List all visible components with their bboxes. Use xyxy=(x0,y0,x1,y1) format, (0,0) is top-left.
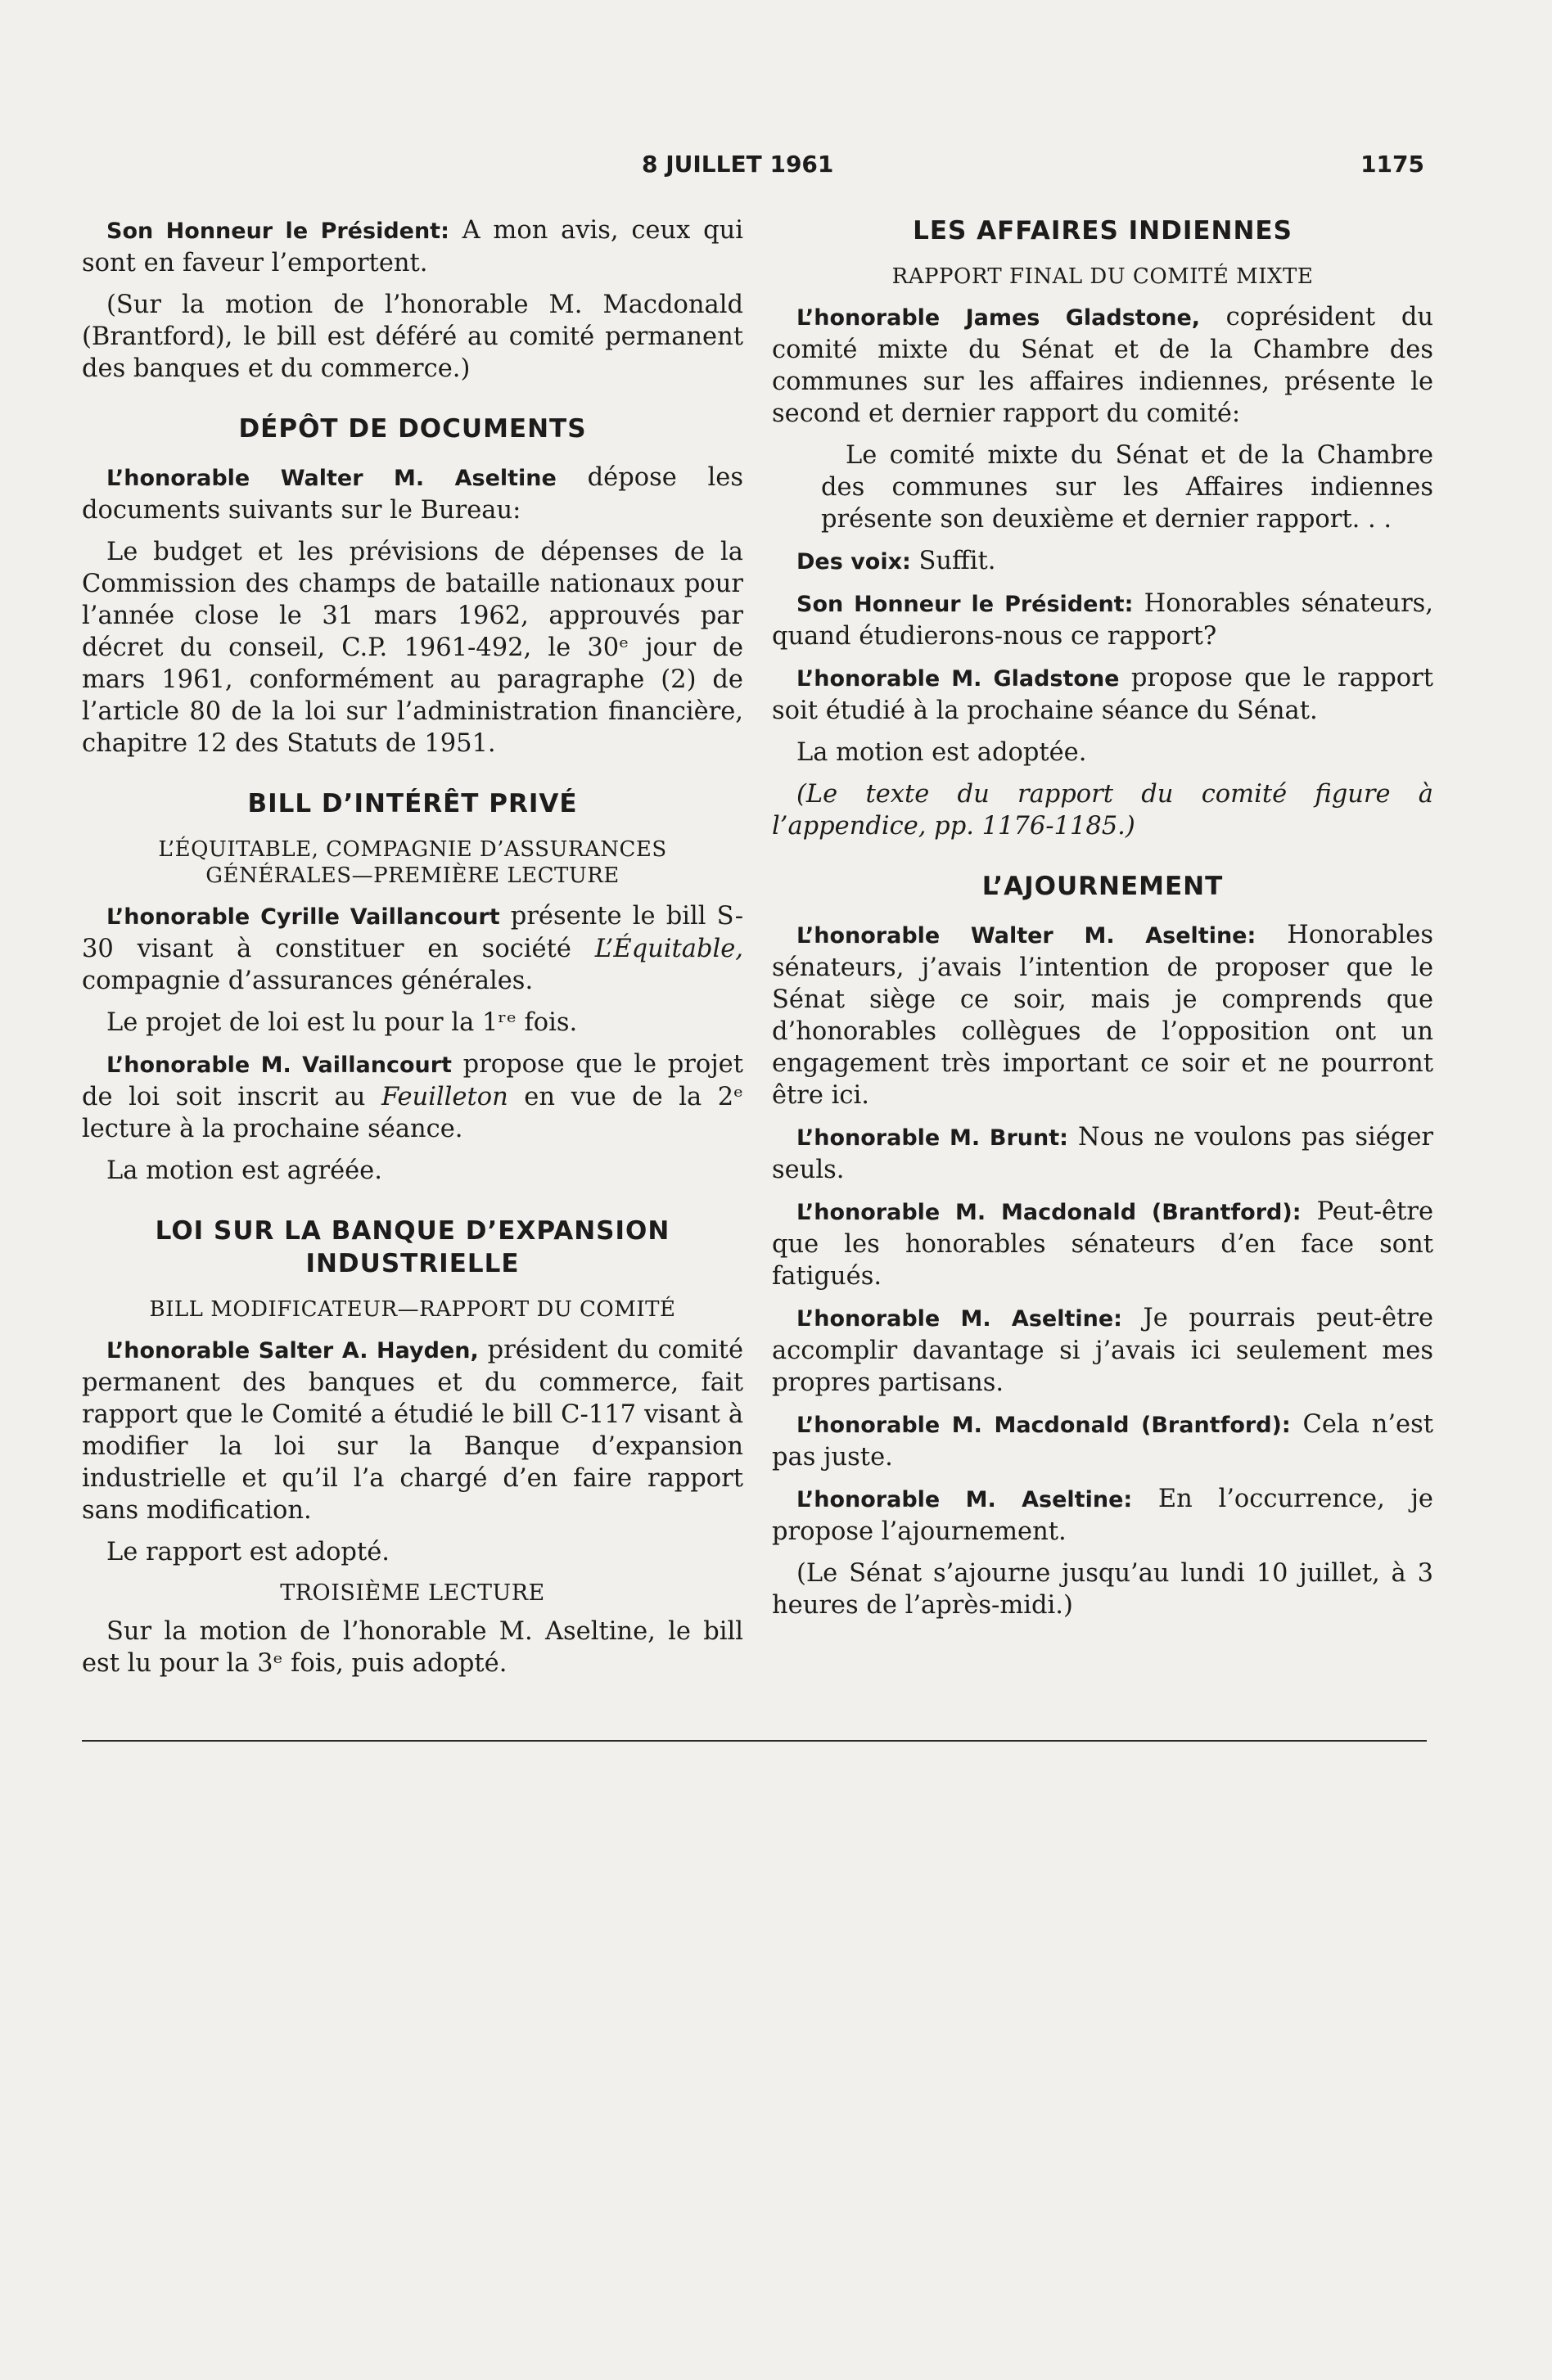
paragraph-text: Suffit. xyxy=(910,547,996,575)
paragraph-text: Honorables sénateurs, quand étudierons-nous ce rapport? xyxy=(772,589,1433,651)
speaker: L’honorable M. Brunt: xyxy=(796,1125,1068,1151)
paragraph xyxy=(82,462,743,526)
paragraph-text: compagnie d’assurances générales. xyxy=(82,967,534,995)
paragraph xyxy=(82,1334,743,1526)
paragraph xyxy=(772,1302,1433,1399)
running-head xyxy=(0,151,1552,192)
paragraph: (Sur la motion de l’honorable M. Macdonald (Brantford), le bill est déféré au comité permanent des banques et du commerce.) xyxy=(82,291,743,383)
quote-paragraph: Le comité mixte du Sénat et de la Chambre des communes sur les Affaires indiennes présente son deuxième et dernier rapport. . . xyxy=(821,441,1433,534)
paragraph xyxy=(772,1196,1433,1292)
bottom-rule xyxy=(82,1740,1427,1742)
speaker: L’honorable Walter M. Aseltine xyxy=(106,466,557,491)
paragraph xyxy=(772,1483,1433,1548)
paragraph-text: présente le bill S-30 visant à constituer en société xyxy=(82,902,743,963)
section-heading: L’AJOURNEMENT xyxy=(981,872,1224,901)
paragraph-text: propose que le projet de loi soit inscrit au xyxy=(82,1050,743,1111)
speaker: L’honorable Cyrille Vaillancourt xyxy=(106,904,500,930)
paragraph xyxy=(82,900,743,997)
paragraph-text: Nous ne voulons pas siéger seuls. xyxy=(772,1123,1433,1184)
paragraph-text: en vue de la 2ᵉ lecture à la prochaine séance. xyxy=(82,1083,743,1143)
paragraph-text: Peut-être que les honorables sénateurs d’en face sont fatigués. xyxy=(772,1197,1433,1291)
section-heading: BILL D’INTÉRÊT PRIVÉ xyxy=(247,789,578,818)
paragraph: (Le Sénat s’ajourne jusqu’au lundi 10 juillet, à 3 heures de l’après-midi.) xyxy=(772,1559,1433,1620)
paragraph xyxy=(772,588,1433,652)
paragraph-text: A mon avis, ceux qui sont en faveur l’emportent. xyxy=(82,216,743,277)
paragraph-text: En l’occurrence, je propose l’ajournement. xyxy=(772,1485,1433,1546)
subheading: L’ÉQUITABLE, COMPAGNIE D’ASSURANCES GÉNÉRALES—PREMIÈRE LECTURE xyxy=(158,837,667,888)
paragraph xyxy=(772,301,1433,430)
paragraph-text: coprésident du comité mixte du Sénat et de la Chambre des communes sur les affaires indiennes, présente le second et dernier rapport du comité: xyxy=(772,303,1433,428)
paragraph: Le rapport est adopté. xyxy=(106,1538,390,1566)
speaker: Son Honneur le Président: xyxy=(106,219,449,244)
section-heading: LOI SUR LA BANQUE D’EXPANSION INDUSTRIELLE xyxy=(155,1216,670,1278)
left-column xyxy=(82,214,743,1689)
section-heading: DÉPÔT DE DOCUMENTS xyxy=(238,414,587,444)
paragraph: Le projet de loi est lu pour la 1ʳᵉ fois. xyxy=(106,1008,578,1037)
paragraph xyxy=(772,545,1433,578)
section-heading: LES AFFAIRES INDIENNES xyxy=(913,216,1293,246)
paragraph-italic: (Le texte du rapport du comité figure à l’appendice, pp. 1176-1185.) xyxy=(772,780,1433,841)
paragraph: La motion est adoptée. xyxy=(796,738,1087,767)
subheading: RAPPORT FINAL DU COMITÉ MIXTE xyxy=(891,264,1314,289)
speaker: Des voix: xyxy=(796,549,911,575)
italic-text: Feuilleton xyxy=(381,1083,508,1111)
paragraph-text: Honorables sénateurs, j’avais l’intention de proposer que le Sénat siège ce soir, mais je comprends que d’honorables collègues de l’opposition ont un engagement très important ce soir et ne pourront être ici. xyxy=(772,921,1433,1110)
subheading: TROISIÈME LECTURE xyxy=(280,1580,545,1606)
speaker: L’honorable M. Gladstone xyxy=(796,666,1120,692)
paragraph-text: président du comité permanent des banques et du commerce, fait rapport que le Comité a étudié le bill C-117 visant à modifier la loi sur la Banque d’expansion industrielle et qu’il l’a chargé d’en faire rapport sans modification. xyxy=(82,1336,743,1525)
paragraph xyxy=(772,919,1433,1111)
paragraph xyxy=(82,214,743,279)
speaker: L’honorable M. Aseltine: xyxy=(796,1487,1133,1512)
paragraph: La motion est agréée. xyxy=(106,1156,382,1185)
paragraph: Le budget et les prévisions de dépenses de la Commission des champs de bataille nationaux pour l’année close le 31 mars 1962, approuvés par décret du conseil, C.P. 1961-492, le 30ᵉ jour de mars 1961, conformément au paragraphe (2) de l’article 80 de la loi sur l’administration financière, chapitre 12 des Statuts de 1951. xyxy=(82,538,743,758)
paragraph-text: dépose les documents suivants sur le Bureau: xyxy=(82,463,744,525)
page-number: 1175 xyxy=(1360,151,1424,178)
paragraph: Sur la motion de l’honorable M. Aseltine, le bill est lu pour la 3ᵉ fois, puis adopté. xyxy=(82,1617,743,1678)
paragraph-text: propose que le rapport soit étudié à la prochaine séance du Sénat. xyxy=(772,664,1434,725)
block-quote xyxy=(772,439,1433,535)
paragraph xyxy=(772,1409,1433,1473)
speaker: L’honorable M. Vaillancourt xyxy=(106,1053,452,1078)
subheading: BILL MODIFICATEUR—RAPPORT DU COMITÉ xyxy=(149,1297,676,1322)
speaker: L’honorable James Gladstone, xyxy=(796,305,1201,331)
speaker: L’honorable M. Aseltine: xyxy=(796,1306,1122,1332)
speaker: L’honorable Walter M. Aseltine: xyxy=(796,923,1256,949)
paragraph-text: Je pourrais peut-être accomplir davantage si j’avais ici seulement mes propres partisans. xyxy=(772,1304,1433,1397)
paragraph xyxy=(82,1048,743,1145)
speaker: L’honorable M. Macdonald (Brantford): xyxy=(796,1413,1291,1438)
speaker: L’honorable M. Macdonald (Brantford): xyxy=(796,1200,1302,1225)
paragraph xyxy=(772,1121,1433,1186)
running-head-date: 8 JUILLET 1961 xyxy=(642,151,834,178)
paragraph-text: Cela n’est pas juste. xyxy=(772,1410,1433,1472)
right-column xyxy=(772,214,1433,1631)
italic-text: L’Équitable, xyxy=(594,935,743,963)
paragraph xyxy=(772,662,1433,727)
speaker: Son Honneur le Président: xyxy=(796,592,1134,617)
speaker: L’honorable Salter A. Hayden, xyxy=(106,1338,479,1364)
